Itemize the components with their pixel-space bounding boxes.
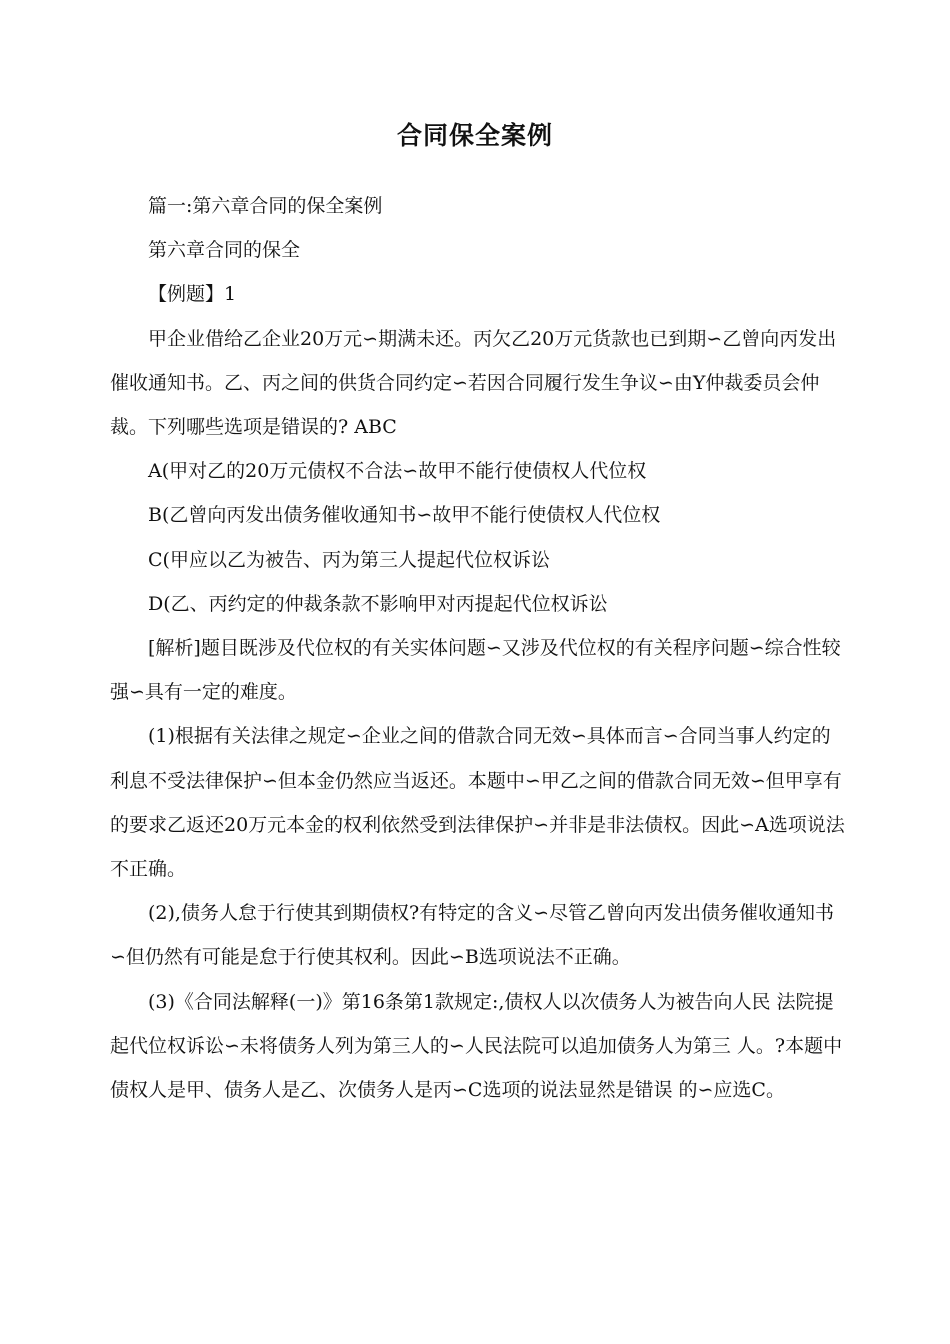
paragraph-11: (2),债务人怠于行使其到期债权?有特定的含义∽尽管乙曾向丙发出债务催收通知书∽但仍然有可能是怠于行使其权利。因此∽B选项说法不正确。 [110,902,835,969]
document-body [110,184,845,1112]
paragraph-1: 篇一:第六章合同的保全案例 [148,195,383,217]
document-title: 合同保全案例 [396,121,553,150]
paragraph-6: B(乙曾向丙发出债务催收通知书∽故甲不能行使债权人代位权 [148,504,661,527]
paragraph-4: 甲企业借给乙企业20万元∽期满未还。丙欠乙20万元货款也已到期∽乙曾向丙发出催收通知书。乙、丙之间的供货合同约定∽若因合同履行发生争议∽由Y仲裁委员会仲裁。下列哪些选项是错误的? ABC [110,327,837,439]
paragraph-9: [解析]题目既涉及代位权的有关实体问题∽又涉及代位权的有关程序问题∽综合性较强∽具有一定的难度。 [110,637,841,704]
paragraph-10: (1)根据有关法律之规定∽企业之间的借款合同无效∽具体而言∽合同当事人约定的利息不受法律保护∽但本金仍然应当返还。本题中∽甲乙之间的借款合同无效∽但甲享有的要求乙返还20万元本金的权利依然受到法律保护∽并非是非法债权。因此∽A选项说法不正确。 [110,725,845,881]
paragraph-3: 【例题】1 [148,283,237,306]
paragraph-7: C(甲应以乙为被告、丙为第三人提起代位权诉讼 [148,548,550,571]
paragraph-12: (3)《合同法解释(一)》第16条第1款规定:,债权人以次债务人为被告向人民 法院提起代位权诉讼∽未将债务人列为第三人的∽人民法院可以追加债务人为第三 人。?本题中债权人是甲、债务人是乙、次债务人是丙∽C选项的说法显然是错误 的∽应选C。 [110,990,843,1102]
paragraph-8: D(乙、丙约定的仲裁条款不影响甲对丙提起代位权诉讼 [148,592,608,615]
paragraph-5: A(甲对乙的20万元债权不合法∽故甲不能行使债权人代位权 [148,460,647,483]
paragraph-2: 第六章合同的保全 [148,239,301,262]
